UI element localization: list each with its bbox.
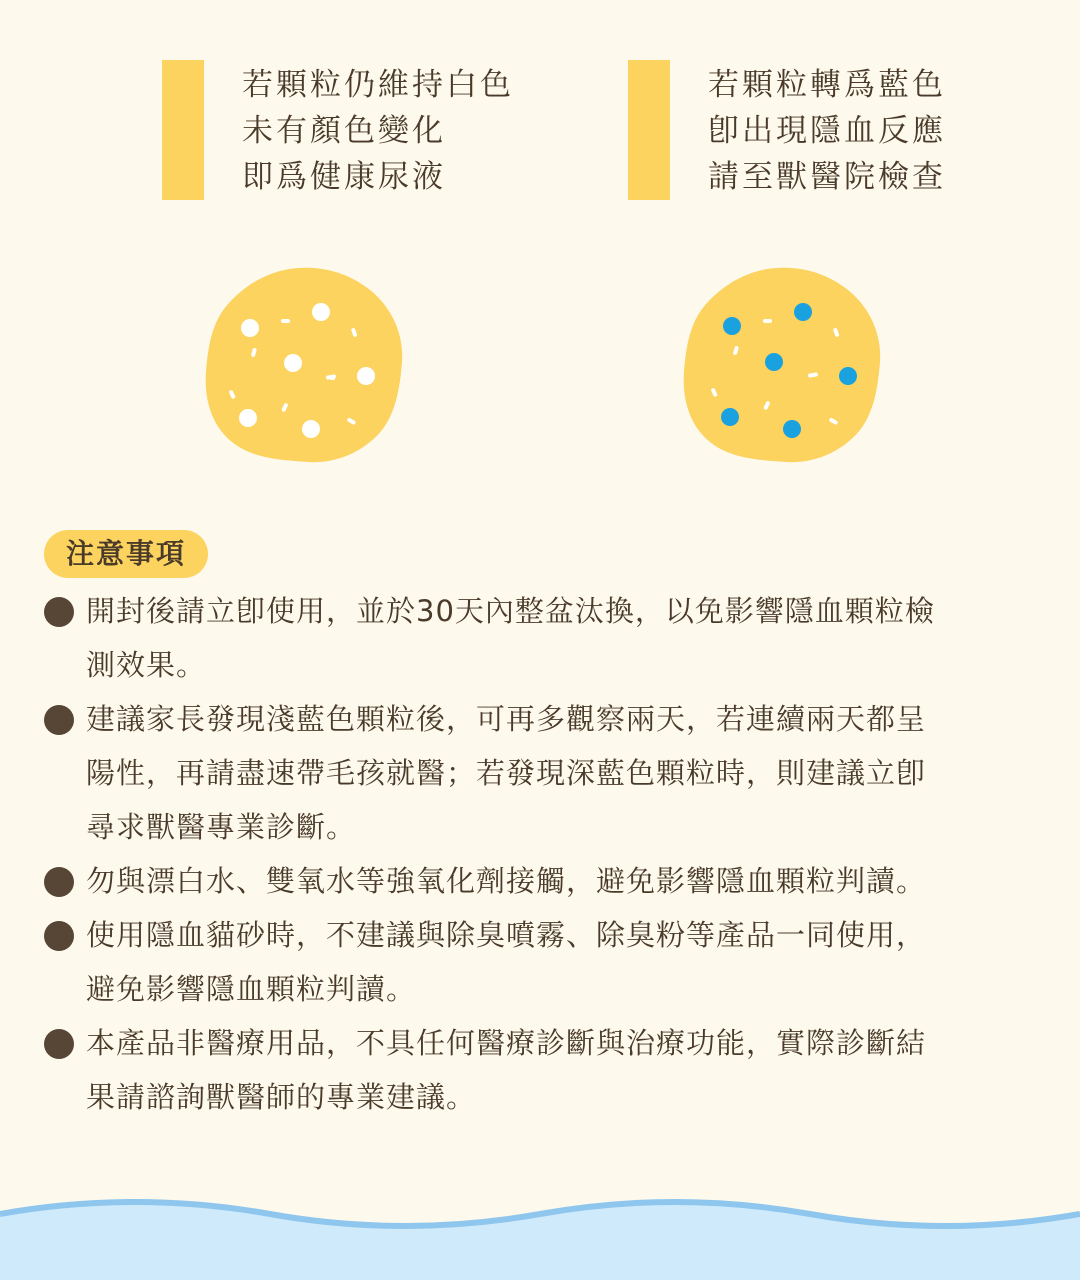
- note-item: [44, 854, 1034, 908]
- notes-title: 注意事項: [44, 530, 208, 578]
- white-dot: [284, 354, 302, 372]
- note-line: 避免影響隱血顆粒判讀。: [86, 972, 417, 1006]
- white-result-accent-bar: [162, 60, 204, 200]
- note-item: [44, 584, 1034, 692]
- bullet-icon: [44, 921, 74, 951]
- speck: [330, 377, 335, 380]
- white-dot: [357, 367, 375, 385]
- blue-dot: [794, 303, 812, 321]
- bullet-icon: [44, 597, 74, 627]
- blue-result-text: [708, 62, 946, 200]
- blue-result-line: 卽出現隱血反應: [708, 113, 946, 149]
- note-line: 建議家長發現淺藍色顆粒後，可再多觀察兩天，若連續兩天都呈: [86, 702, 927, 736]
- note-line: 開封後請立卽使用，並於30天內整盆汰換，以免影響隱血顆粒檢: [86, 594, 935, 628]
- blue-dot: [783, 420, 801, 438]
- wave-decoration: [0, 1190, 1080, 1280]
- blue-dot: [721, 408, 739, 426]
- note-line: 果請諮詢獸醫師的專業建議。: [86, 1080, 477, 1114]
- blue-granule-illustration: [678, 262, 888, 472]
- bullet-icon: [44, 867, 74, 897]
- white-granule-illustration: [200, 262, 410, 472]
- white-result-line: 即爲健康尿液: [242, 159, 446, 195]
- white-dot: [302, 420, 320, 438]
- speck: [763, 319, 772, 323]
- note-line: 使用隱血貓砂時，不建議與除臭噴霧、除臭粉等產品一同使用，: [86, 918, 927, 952]
- note-item: [44, 1016, 1034, 1124]
- white-result-text: [242, 62, 514, 200]
- note-item: [44, 908, 1034, 1016]
- white-result-line: 未有顏色變化: [242, 113, 446, 149]
- white-dot: [239, 409, 257, 427]
- blue-result-line: 請至獸醫院檢查: [708, 159, 946, 195]
- bullet-icon: [44, 1029, 74, 1059]
- note-line: 本產品非醫療用品，不具任何醫療診斷與治療功能，實際診斷結: [86, 1026, 927, 1060]
- blue-result-line: 若顆粒轉爲藍色: [708, 67, 946, 103]
- notes-list: [44, 584, 1034, 1124]
- white-dot: [312, 303, 330, 321]
- blue-dot: [839, 367, 857, 385]
- speck: [281, 319, 290, 323]
- note-line: 勿與漂白水、雙氧水等強氧化劑接觸，避免影響隱血顆粒判讀。: [86, 864, 927, 898]
- blue-result-accent-bar: [628, 60, 670, 200]
- blue-dot: [765, 353, 783, 371]
- note-line: 測效果。: [86, 648, 207, 682]
- note-item: [44, 692, 1034, 854]
- blue-dot: [723, 317, 741, 335]
- note-line: 陽性，再請盡速帶毛孩就醫；若發現深藍色顆粒時，則建議立卽: [86, 756, 927, 790]
- white-dot: [241, 319, 259, 337]
- note-line: 尋求獸醫專業診斷。: [86, 810, 357, 844]
- bullet-icon: [44, 705, 74, 735]
- white-result-line: 若顆粒仍維持白色: [242, 67, 514, 103]
